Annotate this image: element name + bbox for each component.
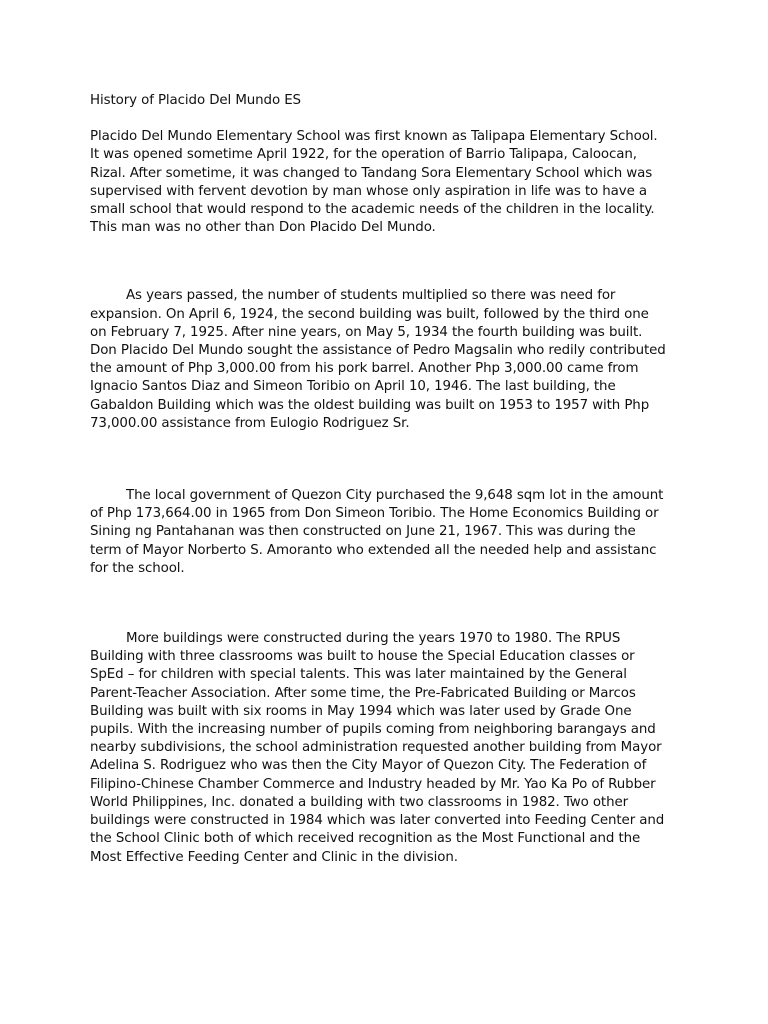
paragraph-line: term of Mayor Norberto S. Amoranto who extended all the needed help and assistanc xyxy=(90,542,657,558)
paragraph-line: Most Effective Feeding Center and Clinic in the division. xyxy=(90,849,458,865)
paragraph-line: of Php 173,664.00 in 1965 from Don Simeon Toribio. The Home Economics Building or xyxy=(90,506,659,522)
paragraph-line: World Philippines, Inc. donated a building with two classrooms in 1982. Two other xyxy=(90,794,629,810)
paragraph-line: nearby subdivisions, the school administration requested another building from Mayor xyxy=(90,740,662,756)
paragraph-line: on February 7, 1925. After nine years, on May 5, 1934 the fourth building was built. xyxy=(90,324,643,340)
paragraph-line: for the school. xyxy=(90,560,185,576)
paragraph-line: Gabaldon Building which was the oldest building was built on 1953 to 1957 with Php xyxy=(90,397,650,413)
paragraph-line: Don Placido Del Mundo sought the assistance of Pedro Magsalin who redily contributed xyxy=(90,343,666,359)
paragraph-line: Ignacio Santos Diaz and Simeon Toribio on April 10, 1946. The last building, the xyxy=(90,379,616,395)
paragraph-line: Rizal. After sometime, it was changed to Tandang Sora Elementary School which was xyxy=(90,165,653,181)
document-title: History of Placido Del Mundo ES xyxy=(90,93,301,108)
paragraph-line: Building was built with six rooms in May 1994 which was later used by Grade One xyxy=(90,703,632,719)
document-page xyxy=(90,92,682,867)
paragraph-line: As years passed, the number of students multiplied so there was need for xyxy=(126,288,616,304)
paragraph-line: buildings were constructed in 1984 which was later converted into Feeding Center and xyxy=(90,813,665,829)
paragraph-line: Filipino-Chinese Chamber Commerce and Industry headed by Mr. Yao Ka Po of Rubber xyxy=(90,776,656,792)
paragraph-line: pupils. With the increasing number of pupils coming from neighboring barangays and xyxy=(90,722,656,738)
paragraph-line: Adelina S. Rodriguez who was then the City Mayor of Quezon City. The Federation of xyxy=(90,758,647,774)
paragraph-line: the School Clinic both of which received recognition as the Most Functional and the xyxy=(90,831,641,847)
paragraph-line: This man was no other than Don Placido Del Mundo. xyxy=(90,220,436,236)
paragraph-line: 73,000.00 assistance from Eulogio Rodriguez Sr. xyxy=(90,415,410,431)
paragraph-line: The local government of Quezon City purchased the 9,648 sqm lot in the amount xyxy=(126,488,664,504)
paragraph-line: expansion. On April 6, 1924, the second building was built, followed by the third one xyxy=(90,306,649,322)
paragraph-4 xyxy=(90,630,682,867)
paragraph-line: supervised with fervent devotion by man whose only aspiration in life was to have a xyxy=(90,183,647,199)
paragraph-line: SpEd – for children with special talents. This was later maintained by the General xyxy=(90,667,627,683)
paragraph-1 xyxy=(90,128,682,237)
paragraph-3 xyxy=(90,487,682,578)
paragraph-line: Parent-Teacher Association. After some time, the Pre-Fabricated Building or Marcos xyxy=(90,685,636,701)
paragraph-line: Sining ng Pantahanan was then constructed on June 21, 1967. This was during the xyxy=(90,524,636,540)
paragraph-line: the amount of Php 3,000.00 from his pork barrel. Another Php 3,000.00 came from xyxy=(90,361,639,377)
paragraph-line: Building with three classrooms was built to house the Special Education classes or xyxy=(90,649,635,665)
paragraph-2 xyxy=(90,287,682,433)
paragraph-line: Placido Del Mundo Elementary School was first known as Talipapa Elementary School. xyxy=(90,129,658,145)
paragraph-line: It was opened sometime April 1922, for the operation of Barrio Talipapa, Caloocan, xyxy=(90,147,637,163)
paragraph-line: small school that would respond to the academic needs of the children in the locality. xyxy=(90,202,655,218)
paragraph-line: More buildings were constructed during the years 1970 to 1980. The RPUS xyxy=(126,631,621,647)
